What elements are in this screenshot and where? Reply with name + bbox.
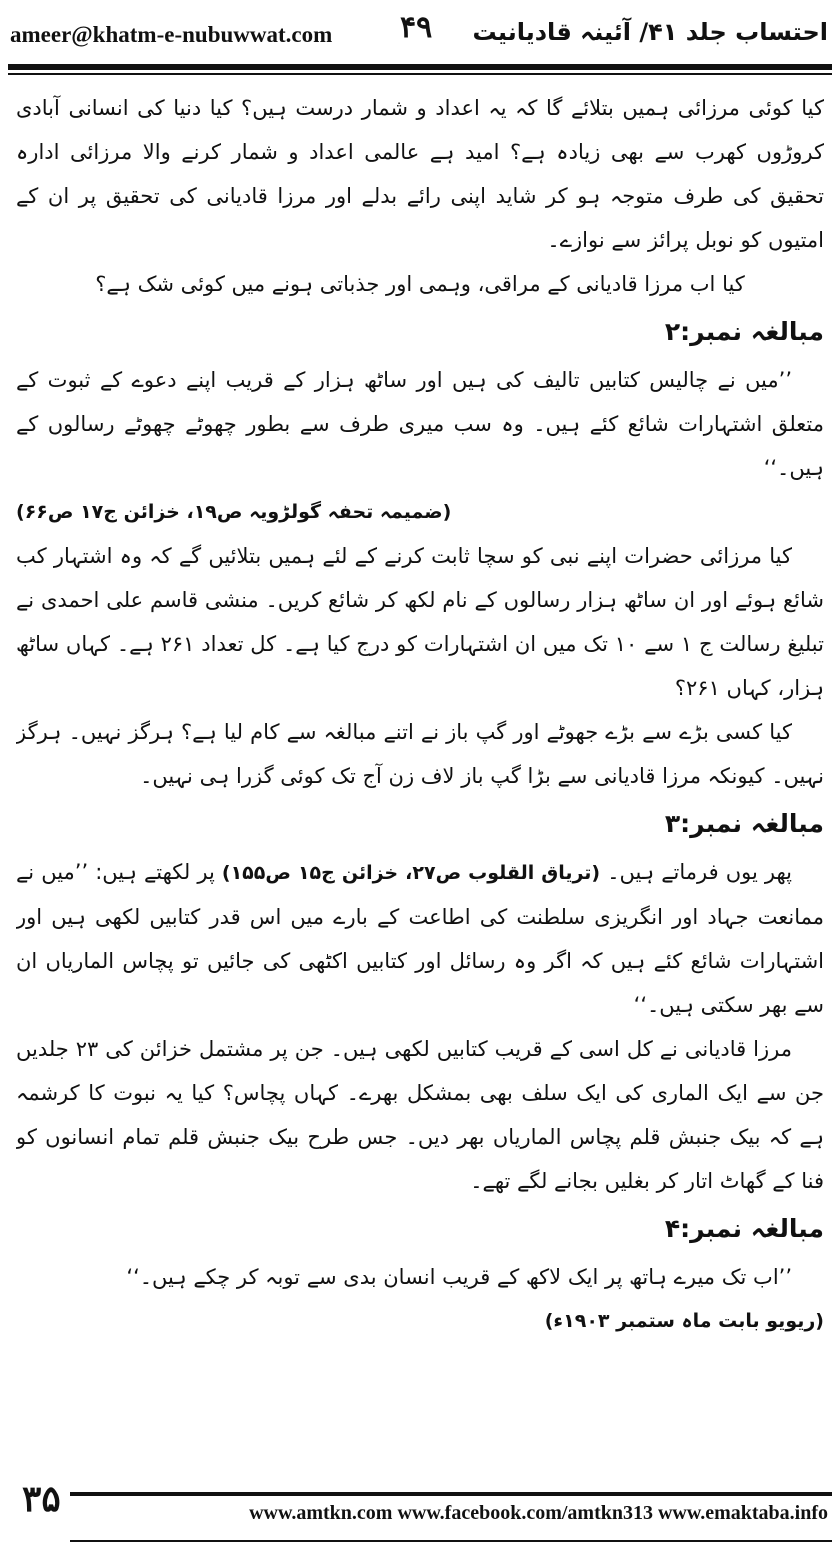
footer-page-number: ۳۵ (22, 1478, 61, 1520)
paragraph-3: کیا مرزائی حضرات اپنے نبی کو سچا ثابت کرنے کے لئے ہمیں بتلائیں گے کہ وہ اشتہار کب شائع ہوئے اور ان ساٹھ ہزار رسالوں کے نام لکھ کر شائع کریں۔ منشی قاسم علی احمدی نے تبلیغ رسالت ج ۱ سے ۱۰ تک میں ان اشتہارات کو درج کیا ہے۔ کل تعداد ۲۶۱ ہے۔ کہاں ساٹھ ہزار، کہاں ۲۶۱؟ (16, 544, 824, 700)
heading-exaggeration-4: مبالغہ نمبر:۴ (664, 1214, 824, 1243)
paragraph-4: کیا کسی بڑے سے بڑے جھوٹے اور گپ باز نے اتنے مبالغہ سے کام لیا ہے؟ ہرگز نہیں۔ ہرگز نہیں۔ کیونکہ مرزا قادیانی سے بڑا گپ باز لاف زن آج تک کوئی گزرا ہی نہیں۔ (16, 720, 824, 788)
paragraph-5-start: پھر یوں فرماتے ہیں۔ (607, 860, 792, 884)
paragraph-5 (16, 850, 824, 1027)
citation-4: (ریویو بابت ماہ ستمبر ۱۹۰۳ء) (544, 1310, 824, 1332)
header-rule-thick (8, 64, 832, 70)
paragraph-1: کیا کوئی مرزائی ہمیں بتلائے گا کہ یہ اعداد و شمار درست ہیں؟ کیا دنیا کی انسانی آبادی کروڑوں کھرب سے بھی زیادہ ہے؟ امید ہے عالمی اعداد و شمار کرنے والا مرزائی ادارہ تحقیق کی طرف متوجہ ہو کر شاید اپنی رائے بدلے اور مرزا قادیانی کی تحقیق پر ان کے امتیوں کو نوبل پرائز سے نوازے۔ (16, 96, 824, 252)
paragraph-2: کیا اب مرزا قادیانی کے مراقی، وہمی اور جذباتی ہونے میں کوئی شک ہے؟ (95, 272, 745, 296)
header-page-number: ۴۹ (400, 10, 433, 45)
heading-exaggeration-2: مبالغہ نمبر:۲ (664, 317, 824, 346)
header-rule-thin (8, 73, 832, 75)
paragraph-6: مرزا قادیانی نے کل اسی کے قریب کتابیں لکھی ہیں۔ جن پر مشتمل خزائن کی ۲۳ جلدیں جن سے ایک الماری کی ایک سلف بھی بمشکل بھرے۔ کہاں پچاس؟ کیا یہ نبوت کا کرشمہ ہے کہ بیک جنبش قلم پچاس الماریاں بھر دیں۔ جس طرح بیک جنبش قلم تمام انسانوں کو فنا کے گھاٹ اتار کر بغلیں بجانے لگے تھے۔ (16, 1037, 824, 1193)
paragraph-5-quote: پر لکھتے ہیں: ’’میں نے ممانعت جہاد اور انگریزی سلطنت کی اطاعت کے بارے میں اس قدر کتابیں لکھی ہیں اور اشتہارات شائع کئے ہیں کہ اگر وہ رسائل اور کتابیں اکٹھی کی جائیں تو پچاس الماریاں ان سے بھر سکتی ہیں۔‘‘ (16, 860, 824, 1017)
citation-2: (ضمیمہ تحفہ گولڑویہ ص۱۹، خزائن ج۱۷ ص۶۶) (16, 501, 452, 523)
heading-exaggeration-3: مبالغہ نمبر:۳ (664, 809, 824, 838)
paragraph-5-reference: (تریاق القلوب ص۲۷، خزائن ج۱۵ ص۱۵۵) (221, 862, 601, 884)
quote-4: ’’اب تک میرے ہاتھ پر ایک لاکھ کے قریب انسان بدی سے توبہ کر چکے ہیں۔‘‘ (126, 1265, 792, 1289)
page-body (16, 86, 824, 1442)
quote-2: ’’میں نے چالیس کتابیں تالیف کی ہیں اور ساٹھ ہزار کے قریب اپنے دعوے کے ثبوت کے متعلق اشتہارات شائع کئے ہیں۔ وہ سب میری طرف سے بطور چھوٹے چھوٹے رسالوں کے ہیں۔‘‘ (16, 368, 824, 480)
page-footer (0, 1478, 840, 1540)
header-book-title: احتساب جلد ۴۱/ آئینہ قادیانیت (472, 18, 828, 46)
header-email: ameer@khatm-e-nubuwwat.com (10, 22, 333, 47)
page-header (0, 0, 840, 64)
footer-links: www.amtkn.com www.facebook.com/amtkn313 www.emaktaba.info (249, 1502, 828, 1524)
footer-bar (70, 1492, 832, 1542)
